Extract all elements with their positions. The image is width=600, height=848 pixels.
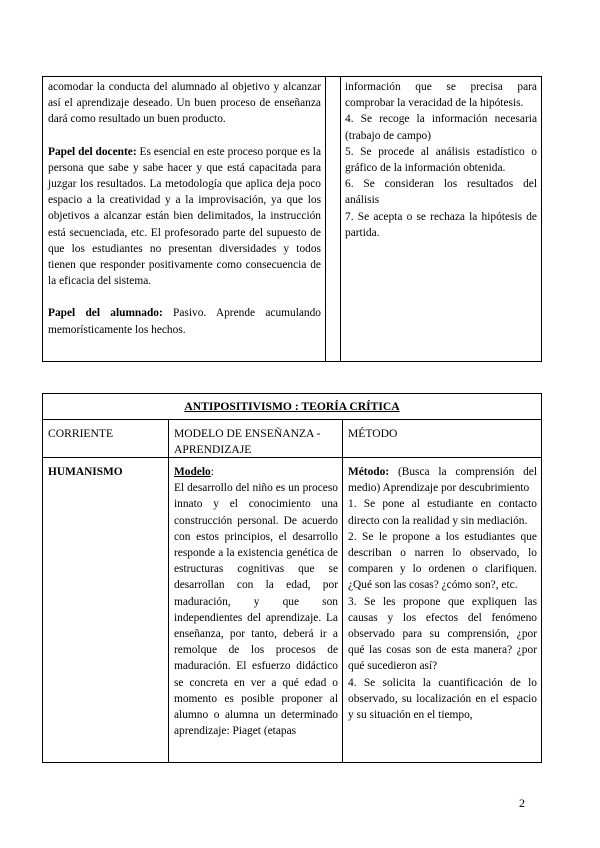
cell-modelo [169, 458, 343, 762]
docente-label: Papel del docente: [48, 145, 137, 158]
table-title: ANTIPOSITIVISMO : TEORÍA CRÍTICA [43, 394, 541, 420]
paragraph: información que se precisa para comprobar la veracidad de la hipótesis. [345, 81, 537, 110]
alumnado-text: Pasivo. Aprende acumulando memorísticamente los hechos. [48, 307, 322, 336]
top-table [42, 76, 542, 362]
paragraph-alumnado [48, 305, 321, 337]
list-item: 2. Se le propone a los estudiantes que describan o narren lo observado, lo comparen y lo ordenen o clarifiquen. ¿Qué son las cosas? ¿cómo son?, etc. [348, 530, 537, 592]
list-item: 6. Se consideran los resultados del análisis [345, 178, 537, 207]
list-item: 4. Se recoge la información necesaria (trabajo de campo) [345, 113, 537, 142]
header-metodo: MÉTODO [343, 420, 541, 458]
top-table-right-cell [341, 77, 541, 361]
paragraph: acomodar la conducta del alumnado al objetivo y alcanzar así el aprendizaje deseado. Un buen proceso de enseñanza dará como resultado un buen producto. [48, 81, 321, 126]
alumnado-label: Papel del alumnado: [48, 307, 163, 320]
modelo-heading: Modelo: [174, 466, 214, 478]
top-table-left-cell [43, 77, 326, 361]
metodo-intro: Método: (Busca la comprensión del medio) Aprendizaje por descubrimiento [348, 466, 537, 495]
theory-table [42, 393, 542, 763]
list-item: 4. Se solicita la cuantificación de lo observado, su localización en el espacio y su situación en el tiempo, [348, 676, 537, 722]
list-item: 3. Se les propone que expliquen las causas y los efectos del fenómeno observado para su comprensión, ¿por qué las cosas son de esta manera? ¿por qué sucedieron así? [348, 595, 537, 673]
list-item: 5. Se procede al análisis estadístico o gráfico de la información obtenida. [345, 145, 537, 175]
paragraph-docente [48, 144, 321, 290]
page-number: 2 [519, 796, 525, 810]
header-corriente: CORRIENTE [43, 420, 169, 458]
corriente-value: HUMANISMO [48, 466, 123, 478]
list-item: 7. Se acepta o se rechaza la hipótesis de partida. [345, 210, 537, 239]
modelo-text: El desarrollo del niño es un proceso innato y el conocimiento una construcción personal. De acuerdo con estos principios, el desarrollo responde a la existencia genética de estructuras cognitivas que se desarrollan con la edad, por maduración, y que son independientes del aprendizaje. La enseñanza, por tanto, deberá ir a remolque de los procesos de maduración. El esfuerzo didáctico se concreta en ver a qué edad o momento es posible proponer al alumno o alumna un determinado aprendizaje: Piaget (etapas [174, 482, 338, 738]
top-table-spacer-cell [326, 77, 341, 361]
header-modelo: MODELO DE ENSEÑANZA - APRENDIZAJE [169, 420, 343, 458]
list-item: 1. Se pone al estudiante en contacto directo con la realidad y sin mediación. [348, 498, 537, 527]
cell-corriente [43, 458, 169, 762]
docente-text: Es esencial en este proceso porque es la persona que sabe y sabe hacer y que está capacitada para juzgar los resultados. La metodología que aplica deja poco espacio a la creatividad y a la improvisación, ya que los objetivos a alcanzar están bien delimitados, la instrucción está secuenciada, etc. El profesorado parte del supuesto de que los estudiantes no presentan diversidades y todos tienen que responder positivamente como consecuencia de la eficacia del sistema. [48, 145, 322, 288]
cell-metodo [343, 458, 541, 762]
